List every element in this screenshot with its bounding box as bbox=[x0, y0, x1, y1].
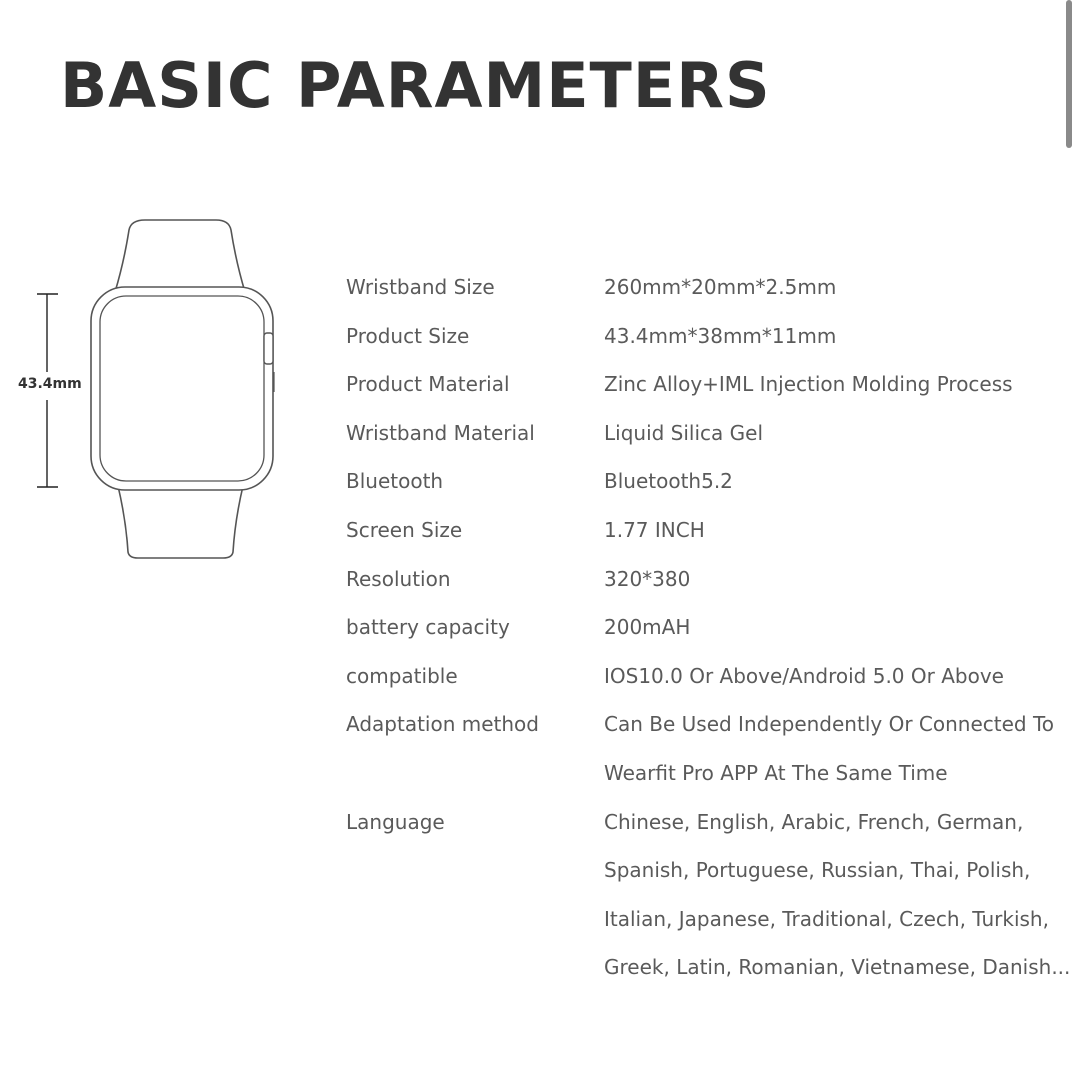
spec-value-line: Bluetooth5.2 bbox=[604, 469, 733, 494]
spec-value bbox=[604, 312, 1066, 361]
spec-row bbox=[346, 652, 1066, 701]
page-title: BASIC PARAMETERS bbox=[60, 49, 771, 122]
spec-label: Wristband Material bbox=[346, 420, 535, 445]
spec-value bbox=[604, 506, 1066, 555]
spec-label: battery capacity bbox=[346, 615, 510, 640]
spec-value-line: Italian, Japanese, Traditional, Czech, Turkish, bbox=[604, 906, 1049, 931]
spec-row bbox=[346, 312, 1066, 361]
spec-value-line: Chinese, English, Arabic, French, German, bbox=[604, 809, 1024, 834]
spec-value-line: 260mm*20mm*2.5mm bbox=[604, 275, 837, 299]
spec-value-line: Can Be Used Independently Or Connected To bbox=[604, 712, 1054, 737]
spec-value bbox=[604, 700, 1066, 797]
spec-value bbox=[604, 555, 1066, 604]
watch-screen bbox=[100, 296, 264, 481]
spec-label: Wristband Size bbox=[346, 275, 495, 299]
spec-label: Product Material bbox=[346, 372, 510, 397]
spec-value-line: Zinc Alloy+IML Injection Molding Process bbox=[604, 372, 1013, 397]
spec-row bbox=[346, 360, 1066, 409]
spec-row bbox=[346, 506, 1066, 555]
spec-label: Bluetooth bbox=[346, 469, 444, 494]
spec-label: Adaptation method bbox=[346, 712, 539, 737]
spec-row bbox=[346, 798, 1071, 992]
spec-row bbox=[346, 409, 1066, 458]
spec-row bbox=[346, 263, 1066, 312]
scrollbar[interactable] bbox=[1066, 0, 1072, 148]
spec-table bbox=[346, 263, 1071, 992]
spec-label: Screen Size bbox=[346, 517, 463, 542]
watch-band-bottom bbox=[118, 486, 243, 558]
dimension-label: 43.4mm bbox=[18, 376, 82, 392]
spec-label: Product Size bbox=[346, 323, 470, 348]
spec-row bbox=[346, 700, 1066, 797]
spec-row bbox=[346, 457, 1066, 506]
watch-band-top bbox=[115, 220, 245, 292]
watch-crown bbox=[264, 333, 273, 364]
spec-label: Language bbox=[346, 809, 445, 834]
spec-value bbox=[604, 457, 1066, 506]
spec-label: Resolution bbox=[346, 566, 451, 591]
spec-value bbox=[604, 652, 1066, 701]
spec-value bbox=[604, 360, 1066, 409]
spec-row bbox=[346, 555, 1066, 604]
spec-label: compatible bbox=[346, 663, 458, 688]
spec-value-line: IOS10.0 Or Above/Android 5.0 Or Above bbox=[604, 663, 1004, 688]
spec-value-line: 1.77 INCH bbox=[604, 517, 705, 542]
spec-value-line: 200mAH bbox=[604, 615, 691, 640]
spec-value-line: Wearfit Pro APP At The Same Time bbox=[604, 760, 948, 785]
spec-value-line: 43.4mm*38mm*11mm bbox=[604, 323, 837, 348]
spec-value-line: Liquid Silica Gel bbox=[604, 420, 764, 445]
spec-value-line: Spanish, Portuguese, Russian, Thai, Polish, bbox=[604, 858, 1031, 883]
spec-value-line: 320*380 bbox=[604, 566, 691, 591]
spec-row bbox=[346, 603, 1066, 652]
spec-value bbox=[604, 263, 1066, 312]
spec-value-line: Greek, Latin, Romanian, Vietnamese, Danish... bbox=[604, 955, 1071, 980]
spec-value bbox=[604, 603, 1066, 652]
spec-value bbox=[604, 798, 1070, 992]
spec-value bbox=[604, 409, 1066, 458]
